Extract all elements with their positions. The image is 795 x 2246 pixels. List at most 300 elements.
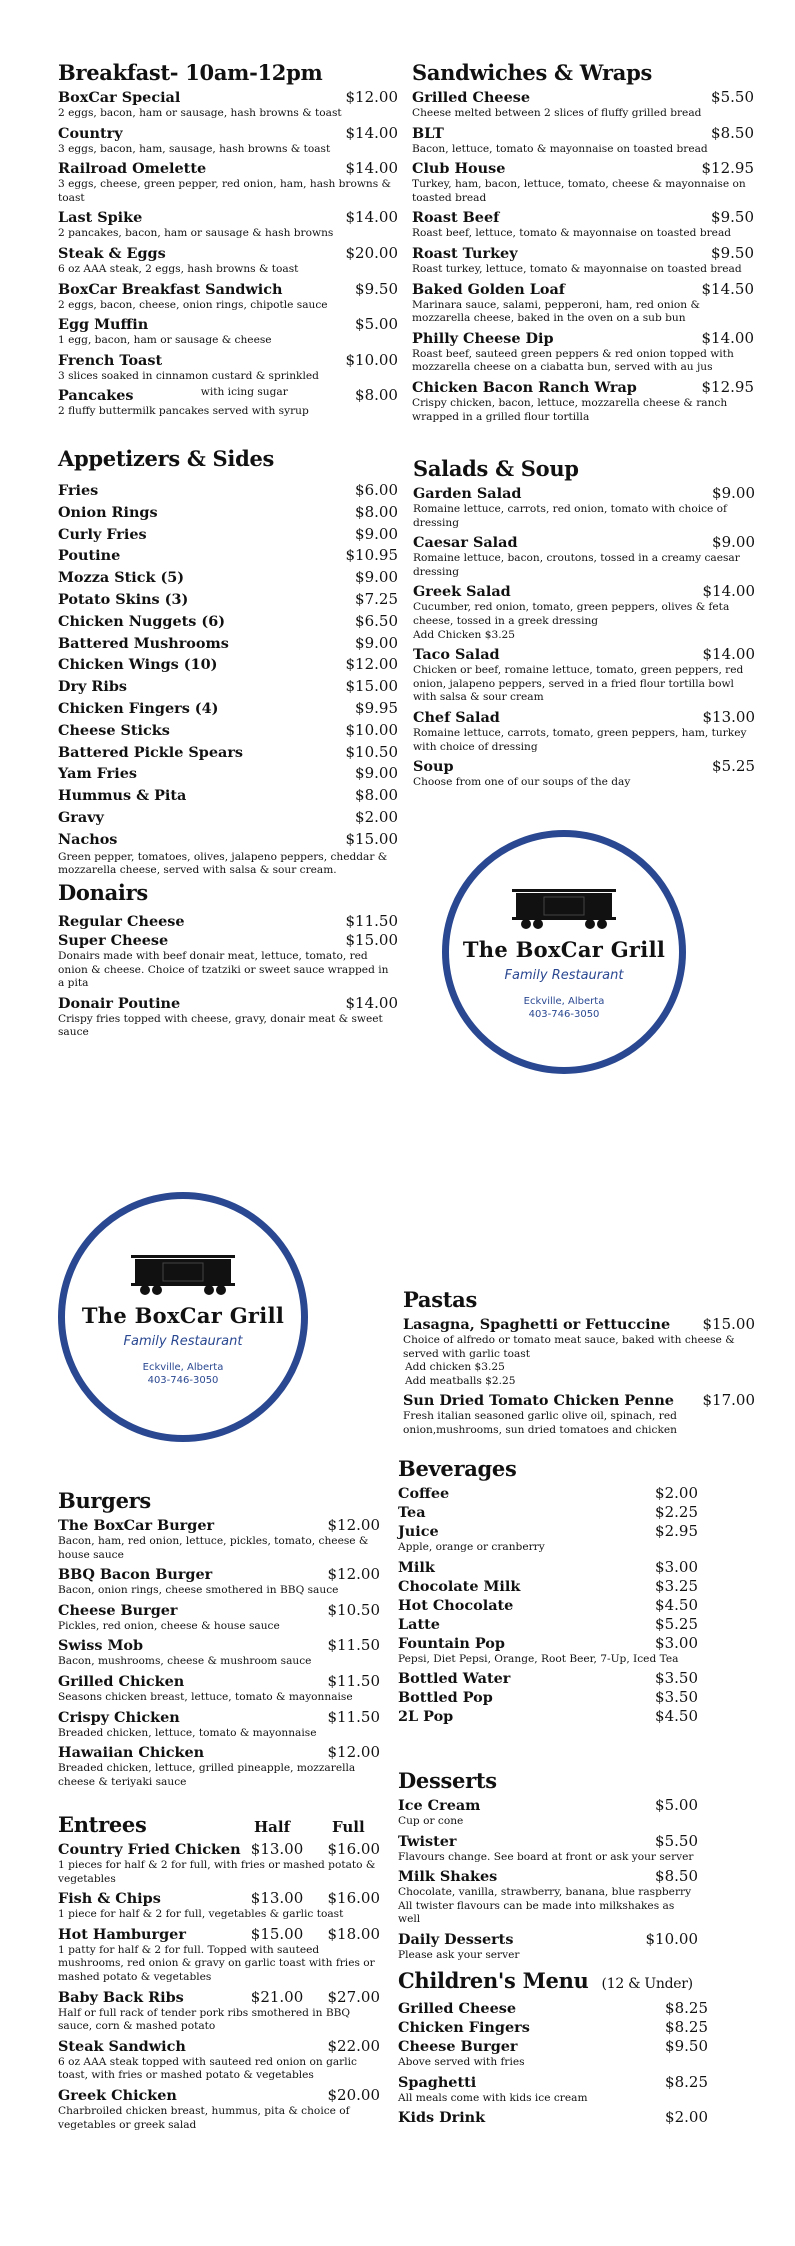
menu-item-full-price: $22.00: [327, 2036, 380, 2055]
menu-item-description: Bacon, ham, red onion, lettuce, pickles, tomato, cheese & house sauce: [58, 1535, 369, 1561]
menu-item: [58, 524, 398, 546]
menu-item-name: Chicken Fingers: [398, 2019, 530, 2036]
menu-item-price: $12.95: [701, 159, 754, 178]
restaurant-logo-2: [58, 1192, 308, 1442]
menu-item-addon: Add chicken $3.25: [405, 1361, 505, 1374]
menu-item: [58, 807, 398, 829]
menu-item-name: Cheese Burger: [398, 2038, 518, 2055]
menu-item-price: $12.00: [345, 88, 398, 106]
menu-item-name: Juice: [398, 1523, 439, 1540]
menu-item-description: 1 patty for half & 2 for full. Topped with sauteed mushrooms, red onion & gravy on garlic toast with fries or mashed potato & vegetables: [58, 1943, 375, 1983]
sandwiches-list: [412, 88, 754, 424]
menu-item-price: $3.00: [655, 1633, 698, 1652]
menu-item-description: Romaine lettuce, bacon, croutons, tossed in a creamy caesar dressing: [413, 552, 740, 578]
menu-item-price: $2.95: [655, 1522, 698, 1540]
menu-item-description: Seasons chicken breast, lettuce, tomato & mayonnaise: [58, 1690, 353, 1703]
menu-item: [398, 1615, 698, 1634]
menu-item-name: 2L Pop: [398, 1708, 454, 1726]
menu-item-name: Philly Cheese Dip: [412, 329, 554, 347]
menu-item: [58, 1889, 380, 1922]
menu-item: [58, 1672, 380, 1705]
menu-item-price: $10.00: [645, 1929, 698, 1948]
children-list: [398, 1999, 708, 2127]
children-title-row: [398, 1968, 708, 1997]
menu-item: [413, 582, 755, 642]
menu-item-name: Ice Cream: [398, 1797, 481, 1814]
menu-item: [58, 1516, 380, 1562]
menu-item-price: $9.00: [712, 533, 755, 552]
menu-item-price: $6.50: [355, 611, 398, 630]
menu-item: [58, 1988, 380, 2034]
menu-item: [398, 1634, 698, 1667]
menu-item-name: Club House: [412, 160, 506, 178]
logo-tagline: Family Restaurant: [504, 968, 624, 983]
menu-item-name: Chocolate Milk: [398, 1577, 521, 1595]
menu-item-name: Caesar Salad: [413, 534, 518, 552]
appetizers-title: Appetizers & Sides: [58, 446, 275, 471]
breakfast-title: Breakfast- 10am-12pm: [58, 60, 323, 85]
menu-item-description: Flavours change. See board at front or ask your server: [398, 1850, 694, 1863]
menu-item-name: Grilled Cheese: [412, 89, 530, 106]
menu-item-description: Roast beef, sauteed green peppers & red onion topped with mozzarella cheese on a ciabatta bun, served with au jus: [412, 347, 734, 374]
menu-item-addon: Add Chicken $3.25: [413, 628, 516, 641]
menu-item-half-price: $13.00: [250, 1889, 304, 1908]
menu-item-description: Romaine lettuce, carrots, red onion, tomato with choice of dressing: [413, 503, 727, 529]
menu-item-description: Donairs made with beef donair meat, lettuce, tomato, red onion & cheese. Choice of tzatziki or sweet sauce wrapped in a pita: [58, 950, 389, 990]
menu-item-description: Breaded chicken, lettuce, grilled pineapple, mozzarella cheese & teriyaki sauce: [58, 1762, 356, 1788]
menu-item-price: $12.00: [327, 1743, 380, 1762]
burgers-section: [58, 1488, 380, 1792]
menu-item-note: with icing sugar: [200, 386, 288, 399]
menu-item-name: Chef Salad: [413, 708, 500, 726]
menu-item: [412, 244, 754, 277]
menu-item: [398, 1577, 698, 1596]
menu-item-name: Hawaiian Chicken: [58, 1744, 205, 1762]
menu-item-price: $5.50: [711, 88, 754, 106]
menu-item: [412, 159, 754, 205]
menu-item: [58, 720, 398, 742]
menu-item-price: $5.50: [655, 1831, 698, 1850]
menu-item-name: Bottled Water: [398, 1670, 511, 1688]
menu-item-name: Greek Salad: [413, 583, 511, 601]
menu-item-name: Steak Sandwich: [58, 2037, 186, 2055]
menu-item-description: 3 slices soaked in cinnamon custard & sprinkled: [58, 369, 319, 382]
menu-item-name: Soup: [413, 758, 454, 776]
menu-item-price: $9.00: [355, 764, 398, 783]
menu-item-description: Half or full rack of tender pork ribs smothered in BBQ sauce, corn & mashed potato: [58, 2006, 351, 2033]
menu-item-full-price: $18.00: [327, 1924, 380, 1943]
breakfast-section: [58, 60, 398, 422]
menu-item-description: 1 egg, bacon, ham or sausage & cheese: [58, 334, 272, 347]
menu-item-price: $15.00: [345, 931, 398, 949]
menu-item-name: Battered Mushrooms: [58, 634, 229, 652]
menu-item: [403, 1391, 755, 1437]
menu-item-description: Turkey, ham, bacon, lettuce, tomato, cheese & mayonnaise on toasted bread: [412, 178, 746, 204]
menu-item-name: Egg Muffin: [58, 316, 149, 334]
menu-item-price: $9.50: [711, 208, 754, 227]
menu-item-price: $4.50: [655, 1707, 698, 1726]
menu-item: [58, 208, 398, 241]
menu-item: [398, 2108, 708, 2127]
menu-item-name: Fountain Pop: [398, 1634, 505, 1652]
menu-item-name: Milk: [398, 1558, 435, 1576]
menu-item-name: Super Cheese: [58, 932, 169, 949]
menu-item-price: $9.95: [355, 698, 398, 717]
menu-item: [58, 1565, 380, 1598]
menu-item-name: Greek Chicken: [58, 2086, 177, 2104]
burgers-list: [58, 1516, 380, 1789]
menu-item: [58, 698, 398, 720]
menu-item-price: $12.00: [327, 1516, 380, 1534]
menu-item-price: $14.00: [345, 123, 398, 142]
boxcar-train-icon: [131, 1249, 235, 1297]
menu-item-description: Crispy chicken, bacon, lettuce, mozzarella cheese & ranch wrapped in a grilled flour tortilla: [412, 396, 728, 423]
menu-item: [58, 611, 398, 633]
menu-item-name: Hot Chocolate: [398, 1596, 514, 1614]
menu-item: [58, 88, 398, 121]
menu-item: [58, 1925, 380, 1985]
menu-item: [412, 378, 754, 424]
menu-item-price: $11.50: [327, 1707, 380, 1726]
menu-item: [398, 1707, 698, 1726]
salads-section: [413, 456, 755, 793]
entrees-list: [58, 1840, 380, 2132]
menu-item-price: $10.95: [345, 546, 398, 565]
menu-item-price: $11.50: [327, 1636, 380, 1655]
menu-item-name: Donair Poutine: [58, 994, 181, 1012]
menu-item-price: $5.00: [355, 315, 398, 334]
burgers-title: Burgers: [58, 1488, 151, 1513]
menu-item-name: Regular Cheese: [58, 913, 185, 930]
children-section: [398, 1968, 708, 2127]
menu-item-price: $14.00: [345, 208, 398, 227]
menu-item-name: Sun Dried Tomato Chicken Penne: [403, 1392, 674, 1410]
menu-item: [398, 1999, 708, 2018]
menu-item-price: $15.00: [345, 677, 398, 696]
menu-item-price: $13.00: [702, 707, 755, 726]
menu-item-price: $9.00: [355, 524, 398, 543]
menu-item-price: $8.25: [665, 2018, 708, 2036]
desserts-section: [398, 1768, 698, 1966]
menu-item-name: Baked Golden Loaf: [412, 280, 565, 298]
menu-item-description: Charbroiled chicken breast, hummus, pita & choice of vegetables or greek salad: [58, 2104, 350, 2131]
desserts-list: [398, 1796, 698, 1963]
menu-item: [58, 676, 398, 698]
logo-name: The BoxCar Grill: [462, 937, 666, 962]
menu-item: [58, 545, 398, 567]
menu-item: [398, 1930, 698, 1963]
menu-item-description: Apple, orange or cranberry: [398, 1541, 545, 1553]
children-title: Children's Menu: [398, 1968, 589, 1993]
menu-item-description: 2 eggs, bacon, cheese, onion rings, chipotle sauce: [58, 298, 328, 311]
menu-item-price: $3.25: [655, 1576, 698, 1595]
breakfast-list: [58, 88, 398, 419]
menu-item-name: Grilled Cheese: [398, 2000, 516, 2017]
menu-item: [398, 1558, 698, 1577]
menu-item-description: 3 eggs, cheese, green pepper, red onion, ham, hash browns & toast: [58, 178, 391, 204]
menu-item: [58, 567, 398, 589]
menu-item-description: 2 fluffy buttermilk pancakes served with syrup: [58, 405, 309, 418]
menu-item-name: Tea: [398, 1504, 426, 1521]
menu-item: [58, 1708, 380, 1741]
menu-item: [413, 533, 755, 579]
menu-item: [398, 1796, 698, 1829]
logo-name: The BoxCar Grill: [81, 1303, 285, 1328]
full-column-label: Full: [332, 1818, 365, 1836]
menu-item-description: Please ask your server: [398, 1948, 520, 1961]
menu-item: [58, 1636, 380, 1669]
menu-item: [398, 2073, 708, 2106]
menu-item: [58, 280, 398, 313]
donairs-title: Donairs: [58, 880, 148, 905]
menu-item: [403, 1315, 755, 1388]
donairs-list: [58, 912, 398, 1040]
menu-item-name: Chicken Nuggets (6): [58, 612, 226, 630]
menu-item-description: Roast beef, lettuce, tomato & mayonnaise on toasted bread: [412, 227, 732, 240]
beverages-section: [398, 1456, 698, 1726]
menu-item: [58, 633, 398, 655]
menu-item-name: Roast Beef: [412, 209, 500, 227]
menu-item-half-price: $21.00: [250, 1987, 304, 2006]
menu-item-name: Curly Fries: [58, 525, 147, 543]
menu-item-price: $14.00: [701, 328, 754, 347]
menu-item-description: Choose from one of our soups of the day: [413, 776, 631, 789]
menu-item: [58, 1840, 380, 1886]
menu-item-name: Crispy Chicken: [58, 1708, 180, 1726]
menu-item-price: $12.00: [327, 1565, 380, 1584]
menu-item-description: Crispy fries topped with cheese, gravy, donair meat & sweet sauce: [58, 1012, 383, 1039]
menu-item: [58, 351, 398, 384]
menu-item-name: Coffee: [398, 1485, 450, 1502]
menu-item-name: Daily Desserts: [398, 1930, 514, 1948]
menu-item-price: $9.00: [355, 633, 398, 652]
menu-item: [58, 502, 398, 524]
menu-item-description: Fresh italian seasoned garlic olive oil, spinach, red onion,mushrooms, sun dried tomatoes and chicken: [403, 1410, 678, 1436]
menu-item-name: Fish & Chips: [58, 1890, 161, 1908]
menu-item-name: Chicken Bacon Ranch Wrap: [412, 378, 637, 396]
menu-item: [398, 1688, 698, 1707]
menu-item: [398, 1669, 698, 1688]
menu-item: [58, 931, 398, 991]
menu-item-price: $10.00: [345, 720, 398, 739]
menu-item-name: Grilled Chicken: [58, 1672, 185, 1690]
menu-item-price: $14.00: [345, 159, 398, 178]
beverages-list: [398, 1484, 698, 1726]
menu-item: [58, 742, 398, 764]
menu-item-half-price: $13.00: [250, 1840, 304, 1858]
menu-item-name: Dry Ribs: [58, 678, 128, 696]
menu-item: [58, 654, 398, 676]
menu-item-description: 6 oz AAA steak, 2 eggs, hash browns & toast: [58, 262, 299, 275]
restaurant-logo: [442, 830, 686, 1074]
entrees-title: Entrees: [58, 1812, 147, 1837]
menu-item-description: 3 eggs, bacon, ham, sausage, hash browns & toast: [58, 142, 331, 155]
menu-item-name: BBQ Bacon Burger: [58, 1566, 213, 1584]
menu-item-name: Nachos: [58, 830, 118, 848]
menu-item-description: Above served with fries: [398, 2056, 525, 2068]
menu-item-description: Breaded chicken, lettuce, tomato & mayonnaise: [58, 1726, 317, 1739]
menu-item-description: Cucumber, red onion, tomato, green peppers, olives & feta cheese, tossed in a greek dressing: [413, 601, 730, 627]
entrees-section: [58, 1812, 380, 2135]
menu-item: [413, 708, 755, 754]
sandwiches-section: [412, 60, 754, 427]
menu-item-description: Pepsi, Diet Pepsi, Orange, Root Beer, 7-Up, Iced Tea: [398, 1652, 679, 1665]
menu-item: [58, 1743, 380, 1789]
menu-item-description: Romaine lettuce, carrots, tomato, green peppers, ham, turkey with choice of dressing: [413, 726, 747, 753]
menu-item: [58, 994, 398, 1040]
menu-item-description: Chicken or beef, romaine lettuce, tomato, green peppers, red onion, jalapeno peppers, served in a fried flour tortilla bowl with salsa & sour cream: [413, 664, 744, 704]
menu-item-price: $9.50: [355, 279, 398, 298]
menu-item-name: BoxCar Special: [58, 89, 181, 106]
menu-item-description: Bacon, lettuce, tomato & mayonnaise on toasted bread: [412, 142, 708, 155]
menu-item-name: Chicken Wings (10): [58, 656, 218, 674]
menu-item-name: Spaghetti: [398, 2073, 477, 2091]
menu-item-price: $3.00: [655, 1557, 698, 1576]
menu-item-full-price: $16.00: [327, 1889, 380, 1908]
menu-item-price: $15.00: [345, 829, 398, 848]
menu-item-price: $14.00: [702, 645, 755, 664]
menu-item: [398, 2018, 708, 2037]
menu-item-description: Marinara sauce, salami, pepperoni, ham, red onion & mozzarella cheese, baked in the oven on a sub bun: [412, 298, 700, 325]
menu-item-name: Hummus & Pita: [58, 787, 187, 805]
menu-item: [58, 763, 398, 785]
menu-item-name: Steak & Eggs: [58, 244, 166, 262]
menu-item-description: Chocolate, vanilla, strawberry, banana, blue raspberry All twister flavours can be made into milkshakes as well: [398, 1886, 692, 1926]
menu-item: [58, 159, 398, 205]
menu-item-name: Roast Turkey: [412, 244, 518, 262]
menu-item-price: $11.50: [345, 912, 398, 930]
half-column-label: Half: [254, 1818, 291, 1836]
menu-item-name: Fries: [58, 482, 99, 499]
menu-item: [398, 1503, 698, 1522]
logo-tagline: Family Restaurant: [123, 1334, 243, 1349]
menu-item-name: Garden Salad: [413, 485, 522, 502]
salads-list: [413, 484, 755, 790]
menu-item: [58, 589, 398, 611]
menu-item-price: $10.50: [345, 742, 398, 761]
logo-location: Eckville, Alberta: [142, 1362, 224, 1373]
menu-item: [412, 208, 754, 241]
pastas-list: [403, 1315, 755, 1438]
menu-item-price: $10.50: [327, 1600, 380, 1619]
logo-location: Eckville, Alberta: [523, 996, 605, 1007]
menu-item-name: Country Fried Chicken: [58, 1841, 241, 1858]
pastas-section: [403, 1287, 755, 1441]
menu-item-name: Lasagna, Spaghetti or Fettuccine: [403, 1316, 671, 1333]
menu-item-full-price: $27.00: [327, 1987, 380, 2006]
menu-item-name: Mozza Stick (5): [58, 569, 185, 587]
menu-item: [58, 785, 398, 807]
desserts-title: Desserts: [398, 1768, 497, 1793]
menu-item: [58, 124, 398, 157]
menu-item-price: $9.00: [712, 484, 755, 502]
menu-item-price: $8.50: [655, 1867, 698, 1886]
menu-item-name: Twister: [398, 1832, 457, 1850]
menu-item: [58, 315, 398, 348]
menu-item-price: $17.00: [702, 1391, 755, 1410]
menu-item-price: $3.50: [655, 1688, 698, 1707]
menu-item-description: Pickles, red onion, cheese & house sauce: [58, 1619, 280, 1632]
menu-item-price: $5.25: [712, 757, 755, 776]
menu-item-name: Milk Shakes: [398, 1868, 498, 1886]
menu-item-name: Baby Back Ribs: [58, 1988, 184, 2006]
menu-item-name: Poutine: [58, 547, 121, 565]
menu-item-description: Bacon, onion rings, cheese smothered in BBQ sauce: [58, 1584, 339, 1597]
menu-item: [398, 1522, 698, 1555]
menu-item-price: $2.00: [665, 2108, 708, 2127]
menu-item-price: $2.25: [655, 1503, 698, 1521]
menu-item: [58, 1601, 380, 1634]
menu-item-name: Hot Hamburger: [58, 1925, 186, 1943]
menu-item-name: Pancakes: [58, 387, 134, 405]
menu-item-description: 1 pieces for half & 2 for full, with fries or mashed potato & vegetables: [58, 1859, 376, 1885]
menu-item: [398, 1484, 698, 1503]
menu-item: [58, 829, 398, 878]
menu-item: [398, 1832, 698, 1865]
menu-item-full-price: $16.00: [327, 1840, 380, 1858]
menu-item-name: Kids Drink: [398, 2109, 486, 2127]
menu-item-name: BLT: [412, 124, 444, 142]
menu-item-name: BoxCar Breakfast Sandwich: [58, 280, 283, 298]
menu-item-price: $8.50: [711, 123, 754, 142]
menu-item-price: $5.00: [655, 1796, 698, 1814]
menu-item: [58, 386, 398, 419]
menu-item-price: $8.00: [355, 786, 398, 805]
beverages-title: Beverages: [398, 1456, 517, 1481]
menu-item: [413, 484, 755, 530]
menu-item-description: Cup or cone: [398, 1815, 464, 1827]
menu-item-price: $20.00: [345, 243, 398, 262]
menu-item-price: $10.00: [345, 350, 398, 369]
menu-item-name: Last Spike: [58, 209, 143, 227]
menu-item-name: Battered Pickle Spears: [58, 743, 244, 761]
menu-item-half-price: $15.00: [250, 1924, 304, 1943]
menu-item: [58, 244, 398, 277]
menu-item-name: Cheese Sticks: [58, 721, 170, 739]
menu-item: [398, 2037, 708, 2070]
menu-item-description: 2 eggs, bacon, ham or sausage, hash browns & toast: [58, 107, 342, 119]
pastas-title: Pastas: [403, 1287, 477, 1312]
logo-phone: 403-746-3050: [147, 1375, 219, 1386]
menu-item-name: Railroad Omelette: [58, 160, 207, 178]
menu-item-description: Cheese melted between 2 slices of fluffy grilled bread: [412, 107, 702, 119]
menu-item: [58, 912, 398, 931]
menu-item-name: Onion Rings: [58, 503, 158, 521]
menu-item-name: Latte: [398, 1615, 440, 1633]
menu-item: [412, 329, 754, 375]
menu-item-price: $9.50: [711, 243, 754, 262]
menu-item-addon: Add meatballs $2.25: [405, 1374, 516, 1387]
menu-item-name: Yam Fries: [58, 765, 137, 783]
menu-item-full-price: $20.00: [327, 2085, 380, 2104]
menu-item-price: $5.25: [655, 1614, 698, 1633]
menu-item-description: 1 piece for half & 2 for full, vegetables & garlic toast: [58, 1908, 344, 1921]
boxcar-train-icon: [512, 883, 616, 931]
menu-item-name: Bottled Pop: [398, 1689, 493, 1707]
appetizers-list: [58, 480, 398, 878]
menu-item-name: Potato Skins (3): [58, 590, 189, 608]
menu-item: [412, 88, 754, 121]
menu-item: [58, 2086, 380, 2132]
menu-item-price: $2.00: [655, 1484, 698, 1502]
menu-item-name: Swiss Mob: [58, 1637, 144, 1655]
menu-item: [412, 124, 754, 157]
menu-item-price: $2.00: [355, 807, 398, 826]
appetizers-section: [58, 446, 398, 881]
menu-item: [398, 1596, 698, 1615]
menu-item-price: $4.50: [655, 1595, 698, 1614]
menu-item-price: $9.00: [355, 568, 398, 587]
